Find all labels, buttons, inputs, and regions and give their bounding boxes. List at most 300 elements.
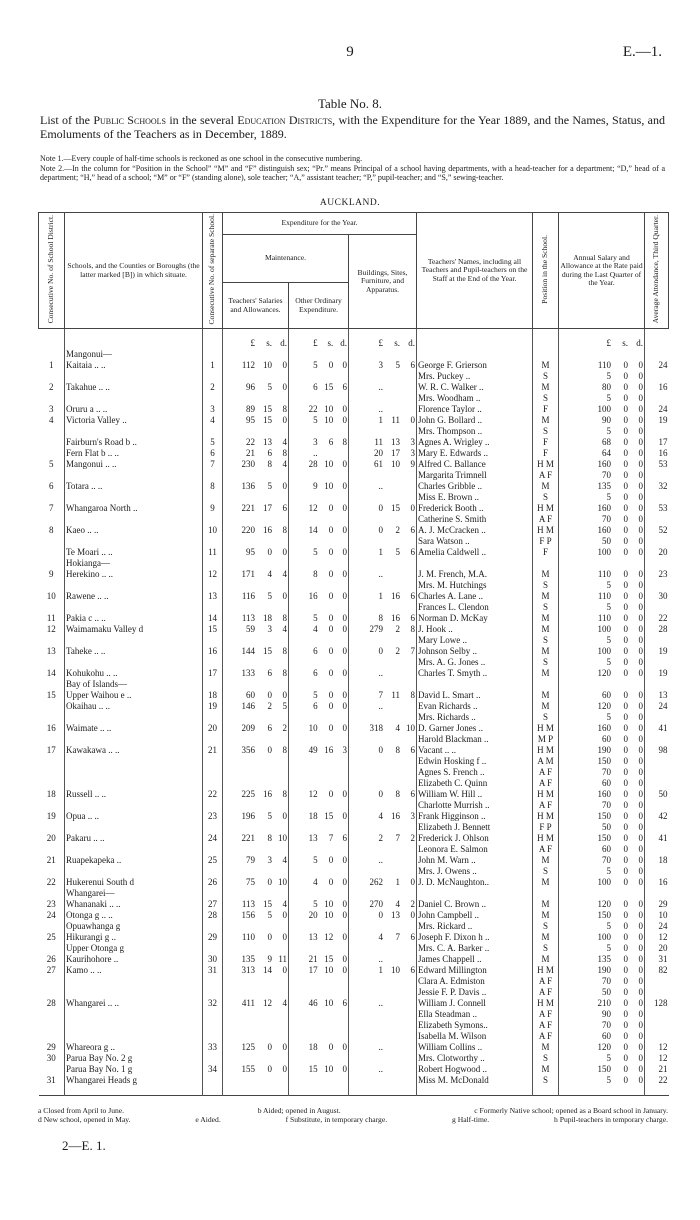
pounds: 60	[602, 778, 612, 789]
position-code: H M	[533, 789, 559, 800]
teacher-name: Elizabeth J. Bennett	[417, 822, 533, 833]
unit-shilling: s.	[327, 338, 334, 349]
school-number	[203, 470, 223, 481]
table-row	[39, 921, 669, 932]
teacher-name: Miss M. McDonald	[417, 1075, 533, 1086]
table-row	[39, 987, 669, 998]
pence: 0	[638, 767, 644, 778]
unit-pence: d.	[408, 338, 416, 349]
pence: 5	[282, 701, 287, 712]
annual-salary-amount	[560, 800, 643, 811]
teacher-name: Mrs. Clotworthy ..	[417, 1053, 533, 1064]
page-signature: 2—E. 1.	[62, 1138, 106, 1153]
pounds: 135	[597, 481, 612, 492]
buildings-amount	[350, 910, 415, 921]
pounds: 279	[369, 624, 384, 635]
table-row	[39, 602, 669, 613]
position-code: F	[533, 448, 559, 459]
school-name	[65, 800, 203, 811]
school-name: Opuawhanga g	[65, 921, 203, 932]
school-number	[203, 602, 223, 613]
pounds: 1	[378, 547, 384, 558]
header-school-no: Consecutive No. of separate School.	[203, 213, 223, 329]
table-row	[39, 745, 669, 756]
shillings: 0	[623, 811, 629, 822]
school-number: 14	[203, 613, 223, 624]
salaries-amount	[224, 624, 287, 635]
district-number: 30	[39, 1053, 65, 1064]
teacher-name: John Campbell ..	[417, 910, 533, 921]
average-attendance: 22	[658, 613, 668, 624]
shillings: 0	[623, 712, 629, 723]
average-attendance: 50	[658, 789, 668, 800]
annual-salary-amount	[560, 954, 643, 965]
salaries-amount	[224, 690, 287, 701]
pounds: 64	[602, 448, 612, 459]
shillings: 0	[328, 690, 334, 701]
annual-salary-amount	[560, 723, 643, 734]
other-expenditure-amount	[290, 437, 347, 448]
school-number: 30	[203, 954, 223, 965]
shillings	[318, 448, 334, 459]
average-attendance	[645, 635, 669, 646]
table-row	[39, 569, 669, 580]
position-code: M	[533, 877, 559, 888]
pounds: 411	[241, 998, 255, 1009]
average-attendance	[645, 514, 669, 525]
unit-pence: d.	[340, 338, 347, 349]
shillings	[383, 569, 400, 580]
teacher-name: Mrs. C. A. Barker ..	[417, 943, 533, 954]
buildings-amount	[350, 547, 415, 558]
position-code: M P	[533, 734, 559, 745]
pence: 0	[638, 855, 644, 866]
shillings: 0	[623, 371, 629, 382]
pounds: 18	[308, 811, 318, 822]
footnote: d New school, opened in May.	[38, 1115, 131, 1124]
pounds: 8	[313, 569, 318, 580]
teacher-name: Isabella M. Wilson	[417, 1031, 533, 1042]
shillings: 10	[324, 899, 334, 910]
pence: 0	[638, 492, 644, 503]
district-number: 19	[39, 811, 65, 822]
pounds: 90	[602, 1009, 612, 1020]
other-expenditure-amount	[290, 415, 347, 426]
pounds: 150	[597, 811, 612, 822]
average-attendance: 31	[658, 954, 668, 965]
shillings: 2	[395, 624, 401, 635]
school-number	[203, 426, 223, 437]
pounds: ..	[313, 448, 318, 459]
other-expenditure-amount	[290, 899, 347, 910]
shillings: 0	[267, 932, 272, 943]
school-name: Hikurangi g ..	[65, 932, 203, 943]
pounds: 100	[597, 404, 612, 415]
pounds: 100	[597, 624, 612, 635]
pounds: 7	[378, 690, 384, 701]
pence: 0	[342, 360, 347, 371]
teacher-name: D. Garner Jones ..	[417, 723, 533, 734]
district-number	[39, 1064, 65, 1075]
header-expenditure: Expenditure for the Year.	[223, 213, 417, 235]
shillings: 13	[391, 437, 401, 448]
pounds: 160	[597, 723, 612, 734]
header-district-no: Consecutive No. of School District.	[39, 213, 65, 329]
average-attendance: 24	[658, 921, 668, 932]
pence: 8	[282, 789, 287, 800]
shillings: 0	[623, 1020, 629, 1031]
teacher-name: Mrs. M. Hutchings	[417, 580, 533, 591]
pounds: 318	[369, 723, 384, 734]
pence: 6	[410, 547, 416, 558]
pounds: 79	[246, 855, 255, 866]
unit-pence: d.	[280, 338, 287, 349]
shillings: 11	[391, 690, 401, 701]
position-code: S	[533, 712, 559, 723]
average-attendance: 16	[658, 877, 668, 888]
table-row	[39, 844, 669, 855]
annual-salary-amount	[560, 712, 643, 723]
table-row	[39, 1053, 669, 1064]
pence: 8	[342, 437, 347, 448]
position-code: A F	[533, 1031, 559, 1042]
average-attendance	[645, 536, 669, 547]
position-code: M	[533, 624, 559, 635]
teacher-name: J. D. McNaughton..	[417, 877, 533, 888]
shillings: 0	[623, 734, 629, 745]
pounds: 50	[602, 822, 612, 833]
teacher-name: Florence Taylor ..	[417, 404, 533, 415]
pence: 0	[342, 789, 347, 800]
shillings: 0	[623, 613, 629, 624]
shillings: 0	[623, 1064, 629, 1075]
school-number	[203, 514, 223, 525]
school-name: Parua Bay No. 2 g	[65, 1053, 203, 1064]
shillings: 0	[623, 602, 629, 613]
position-code: S	[533, 492, 559, 503]
pounds: 22	[308, 404, 318, 415]
average-attendance: 22	[658, 1075, 668, 1086]
pence: 6	[282, 503, 287, 514]
shillings: 0	[623, 437, 629, 448]
position-code: H M	[533, 723, 559, 734]
average-attendance	[645, 371, 669, 382]
shillings: 0	[623, 789, 629, 800]
pounds: ..	[378, 855, 384, 866]
pounds: 11	[374, 437, 384, 448]
annual-salary-amount	[560, 393, 643, 404]
school-name	[65, 536, 203, 547]
pounds: ..	[378, 1042, 384, 1053]
shillings: 0	[267, 1042, 272, 1053]
other-expenditure-amount	[290, 701, 347, 712]
pounds: 70	[602, 767, 612, 778]
pounds: 15	[308, 1064, 318, 1075]
salaries-amount	[224, 382, 287, 393]
teacher-name: William J. Connell	[417, 998, 533, 1009]
teacher-name: Norman D. McKay	[417, 613, 533, 624]
teacher-name: Alfred C. Ballance	[417, 459, 533, 470]
buildings-amount	[350, 701, 415, 712]
buildings-amount	[350, 613, 415, 624]
school-number	[203, 679, 223, 690]
pounds: 100	[597, 547, 612, 558]
region-heading: AUCKLAND.	[319, 198, 381, 208]
position-code: S	[533, 635, 559, 646]
pence: 0	[638, 1009, 644, 1020]
average-attendance: 19	[658, 646, 668, 657]
pounds: 190	[597, 965, 612, 976]
position-code: S	[533, 393, 559, 404]
teacher-name: A. J. McCracken ..	[417, 525, 533, 536]
average-attendance: 10	[658, 910, 668, 921]
shillings: 0	[267, 690, 272, 701]
school-name: Mangonui—	[65, 349, 203, 360]
district-number	[39, 1009, 65, 1020]
pence: 0	[342, 701, 347, 712]
pounds: 61	[374, 459, 384, 470]
district-number	[39, 470, 65, 481]
pounds: 230	[241, 459, 255, 470]
pence: 0	[638, 965, 644, 976]
buildings-amount	[350, 415, 415, 426]
table-row	[39, 1009, 669, 1020]
annual-salary-amount	[560, 525, 643, 536]
pence: 0	[638, 701, 644, 712]
average-attendance: 12	[658, 932, 668, 943]
district-number: 8	[39, 525, 65, 536]
school-name: Hokianga—	[65, 558, 203, 569]
pence: 6	[410, 360, 416, 371]
pounds: 146	[241, 701, 255, 712]
other-expenditure-amount	[290, 910, 347, 921]
salaries-amount	[224, 448, 287, 459]
table-row	[39, 360, 669, 371]
table-row	[39, 767, 669, 778]
shillings: 0	[623, 481, 629, 492]
footnote: h Pupil-teachers in temporary charge.	[554, 1115, 668, 1124]
school-number	[203, 393, 223, 404]
pounds: 210	[597, 998, 612, 1009]
pounds: 4	[378, 932, 384, 943]
shillings: 5	[267, 910, 272, 921]
shillings: 0	[623, 536, 629, 547]
pounds: 150	[597, 833, 612, 844]
position-code: H M	[533, 811, 559, 822]
shillings: 0	[623, 877, 629, 888]
pounds: 70	[602, 470, 612, 481]
school-name: Whangarei .. ..	[65, 998, 203, 1009]
shillings: 10	[324, 998, 334, 1009]
shillings: 0	[623, 525, 629, 536]
pounds: 0	[378, 789, 384, 800]
note-1: Note 1.—Every couple of half-time schools is reckoned as one school in the consecutive numbering.	[40, 154, 363, 163]
other-expenditure-amount	[290, 690, 347, 701]
district-number: 23	[39, 899, 65, 910]
average-attendance	[645, 426, 669, 437]
annual-salary-amount	[560, 1020, 643, 1031]
teacher-name: Mrs. A. G. Jones ..	[417, 657, 533, 668]
school-number: 28	[203, 910, 223, 921]
table-row	[39, 580, 669, 591]
page-number: 9	[346, 44, 354, 60]
salaries-amount	[224, 1064, 287, 1075]
pounds: 116	[241, 591, 255, 602]
district-number	[39, 349, 65, 360]
other-expenditure-amount	[290, 1042, 347, 1053]
pounds: 13	[308, 932, 318, 943]
school-name: Opua .. ..	[65, 811, 203, 822]
shillings: 0	[328, 624, 334, 635]
buildings-amount	[350, 569, 415, 580]
shillings: 0	[623, 415, 629, 426]
average-attendance: 24	[658, 404, 668, 415]
average-attendance	[645, 393, 669, 404]
shillings: 14	[263, 965, 272, 976]
school-number	[203, 822, 223, 833]
table-row	[39, 954, 669, 965]
teacher-name: Margarita Trimnell	[417, 470, 533, 481]
pounds: 135	[597, 954, 612, 965]
shillings: 0	[328, 525, 334, 536]
school-name: Kawakawa .. ..	[65, 745, 203, 756]
school-number: 16	[203, 646, 223, 657]
buildings-amount	[350, 448, 415, 459]
teacher-name: Elizabeth Symons..	[417, 1020, 533, 1031]
school-number	[203, 536, 223, 547]
pence: 0	[638, 514, 644, 525]
shillings: 0	[623, 580, 629, 591]
shillings: 15	[263, 646, 272, 657]
school-name: Kaeo .. ..	[65, 525, 203, 536]
table-row	[39, 503, 669, 514]
buildings-amount	[350, 789, 415, 800]
district-number	[39, 1031, 65, 1042]
teacher-name: Mrs. Woodham ..	[417, 393, 533, 404]
district-number	[39, 712, 65, 723]
pounds: 156	[241, 910, 255, 921]
shillings: 6	[267, 448, 272, 459]
position-code: M	[533, 855, 559, 866]
shillings: 8	[395, 745, 401, 756]
pounds: 70	[602, 855, 612, 866]
unit-pound: £	[250, 338, 255, 349]
annual-salary-amount	[560, 998, 643, 1009]
pounds: 20	[374, 448, 384, 459]
pence: 0	[282, 1042, 287, 1053]
average-attendance: 13	[658, 690, 668, 701]
pence: 0	[342, 877, 347, 888]
pence: 2	[410, 833, 416, 844]
salaries-amount	[224, 855, 287, 866]
district-number	[39, 393, 65, 404]
pence: 0	[638, 690, 644, 701]
position-code: A F	[533, 844, 559, 855]
pence: 0	[638, 833, 644, 844]
pounds: 136	[241, 481, 255, 492]
pence: 6	[410, 965, 416, 976]
school-number: 5	[203, 437, 223, 448]
pence	[333, 448, 347, 459]
school-number	[203, 778, 223, 789]
pence: 0	[342, 569, 347, 580]
schools-table	[38, 212, 669, 1096]
pounds: 5	[313, 690, 318, 701]
school-number: 20	[203, 723, 223, 734]
annual-salary-amount	[560, 360, 643, 371]
district-number	[39, 800, 65, 811]
pence: 0	[342, 404, 347, 415]
average-attendance: 21	[658, 1064, 668, 1075]
shillings: 15	[263, 415, 272, 426]
other-expenditure-amount	[290, 646, 347, 657]
salaries-amount	[224, 525, 287, 536]
pounds: 160	[597, 459, 612, 470]
pence: 0	[638, 1042, 644, 1053]
pence	[400, 569, 415, 580]
position-code: S	[533, 602, 559, 613]
position-code: M	[533, 415, 559, 426]
annual-salary-amount	[560, 503, 643, 514]
pence: 3	[410, 448, 416, 459]
shillings: 0	[623, 569, 629, 580]
shillings: 0	[623, 624, 629, 635]
district-number	[39, 437, 65, 448]
shillings: 15	[324, 811, 334, 822]
salaries-amount	[224, 503, 287, 514]
school-number: 33	[203, 1042, 223, 1053]
shillings: 2	[395, 525, 401, 536]
average-attendance: 20	[658, 547, 668, 558]
other-expenditure-amount	[290, 404, 347, 415]
shillings: 5	[267, 481, 272, 492]
pounds: 221	[241, 833, 255, 844]
district-number: 3	[39, 404, 65, 415]
salaries-amount	[224, 1042, 287, 1053]
shillings	[383, 998, 400, 1009]
district-number	[39, 778, 65, 789]
school-name	[65, 844, 203, 855]
teacher-name: Catherine S. Smith	[417, 514, 533, 525]
position-code: M	[533, 701, 559, 712]
pence: 0	[638, 1053, 644, 1064]
pence	[400, 998, 415, 1009]
teacher-name: Harold Blackman ..	[417, 734, 533, 745]
table-row	[39, 415, 669, 426]
pence: 0	[342, 690, 347, 701]
school-number: 17	[203, 668, 223, 679]
shillings: 0	[623, 668, 629, 679]
shillings: 10	[324, 910, 334, 921]
school-number: 18	[203, 690, 223, 701]
header-attendance: Average Attendance, Third Quarter.	[645, 213, 669, 329]
unit-pound: £	[313, 338, 318, 349]
salaries-amount	[224, 701, 287, 712]
shillings: 0	[623, 393, 629, 404]
buildings-amount	[350, 382, 415, 393]
pence: 0	[638, 745, 644, 756]
position-code	[533, 349, 559, 360]
pence: 8	[282, 646, 287, 657]
teacher-name: W. R. C. Walker ..	[417, 382, 533, 393]
shillings: 0	[267, 745, 272, 756]
table-row	[39, 668, 669, 679]
table-caption	[40, 113, 665, 141]
other-expenditure-amount	[290, 569, 347, 580]
buildings-amount	[350, 1064, 415, 1075]
buildings-amount	[350, 646, 415, 657]
pounds: 89	[246, 404, 255, 415]
